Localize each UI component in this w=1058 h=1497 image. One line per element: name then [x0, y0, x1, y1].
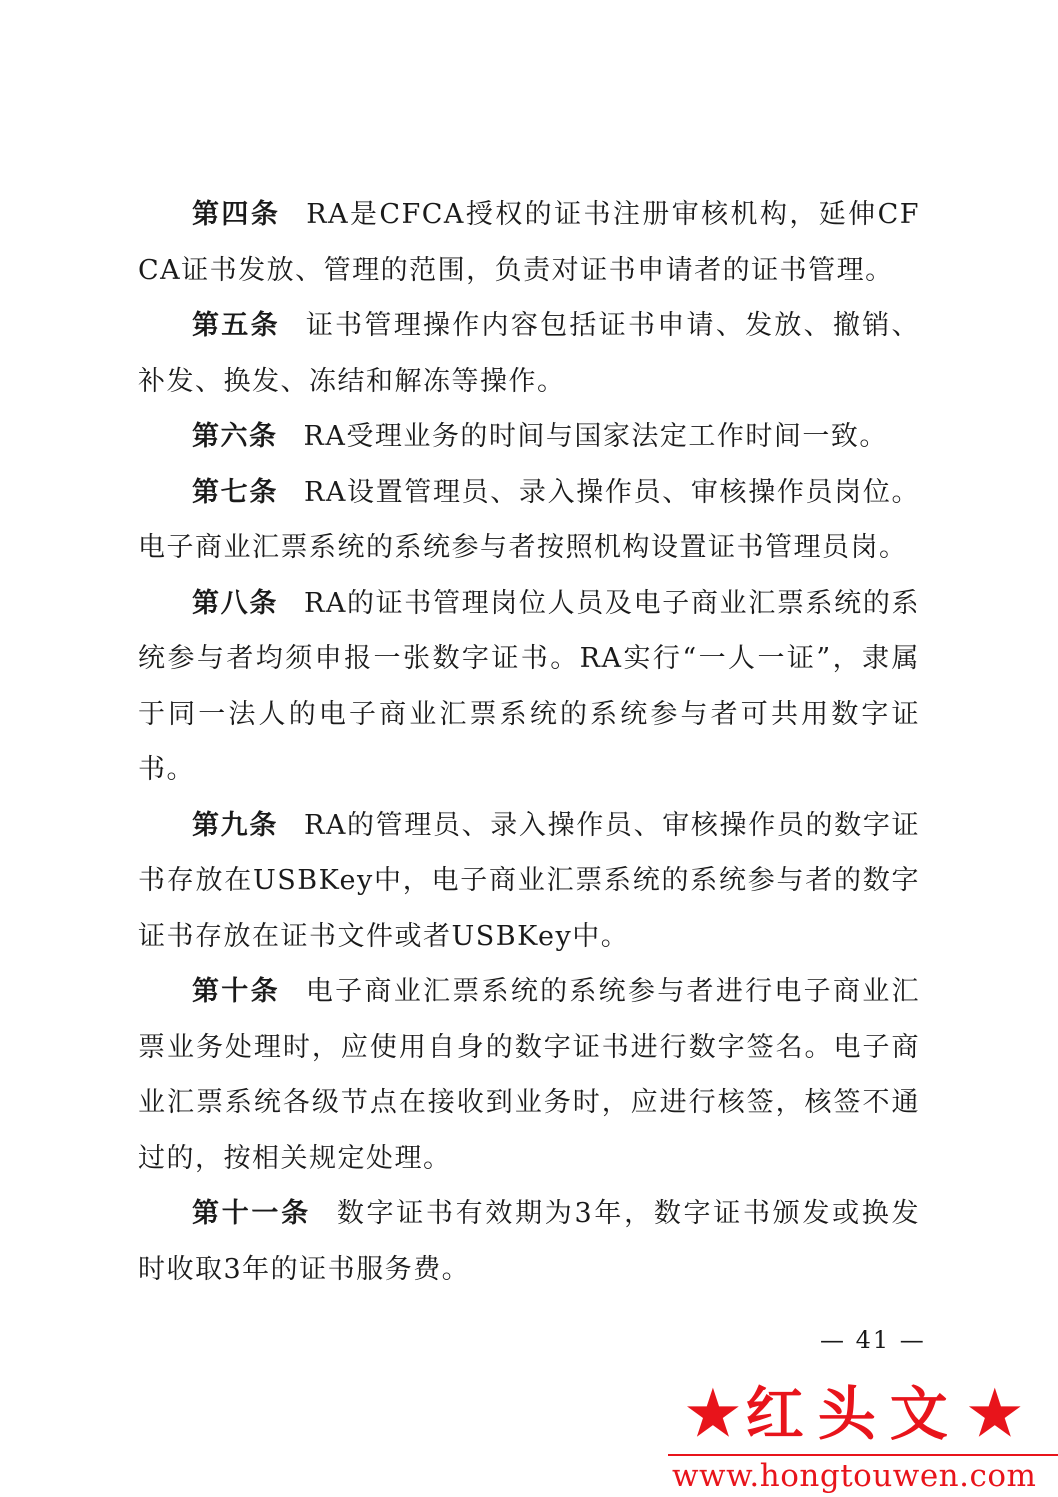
article-text: RA的管理员、录入操作员、审核操作员的数字证书存放在USBKey中，电子商业汇票系统的系统参与者的数字证书存放在证书文件或者USBKey中。 [138, 809, 921, 952]
article-8 [138, 576, 920, 798]
article-label: 第九条 [192, 809, 278, 841]
article-4 [138, 187, 920, 298]
article-10 [138, 964, 920, 1186]
article-label: 第四条 [192, 199, 281, 230]
star-icon: ★ [967, 1379, 1022, 1449]
article-text: 电子商业汇票系统的系统参与者进行电子商业汇票业务处理时，应使用自身的数字证书进行数字签名。电子商业汇票系统各级节点在接收到业务时，应进行核签，核签不通过的，按相关规定处理。 [138, 976, 921, 1174]
article-label: 第五条 [192, 310, 280, 341]
article-5 [138, 298, 920, 409]
article-text: RA设置管理员、录入操作员、审核操作员岗位。电子商业汇票系统的系统参与者按照机构设置证书管理员岗。 [138, 476, 921, 563]
article-6 [138, 409, 920, 465]
article-text: 证书管理操作内容包括证书申请、发放、撤销、补发、换发、冻结和解冻等操作。 [138, 310, 921, 397]
watermark-banner [686, 1379, 1022, 1449]
watermark-divider [668, 1454, 1058, 1456]
article-7 [138, 465, 920, 576]
article-label: 第七条 [192, 476, 278, 508]
watermark-url: www.hongtouwen.com [672, 1458, 1037, 1494]
document-body [138, 187, 920, 1297]
article-text: RA是CFCA授权的证书注册审核机构，延伸CFCA证书发放、管理的范围，负责对证书申请者的证书管理。 [138, 199, 920, 286]
article-label: 第八条 [192, 587, 278, 619]
article-text: RA受理业务的时间与国家法定工作时间一致。 [303, 421, 888, 452]
article-label: 第十一条 [192, 1198, 311, 1229]
page-number: — 41 — [820, 1326, 926, 1354]
article-text: RA的证书管理岗位人员及电子商业汇票系统的系统参与者均须申报一张数字证书。RA实行“一人一证”，隶属于同一法人的电子商业汇票系统的系统参与者可共用数字证书。 [138, 587, 921, 785]
article-9 [138, 798, 920, 965]
watermark-title: 红头文 [745, 1380, 962, 1448]
article-label: 第六条 [192, 421, 278, 452]
star-icon: ★ [686, 1379, 740, 1449]
article-11 [138, 1186, 920, 1297]
article-text: 数字证书有效期为3年，数字证书颁发或换发时收取3年的证书服务费。 [138, 1198, 920, 1285]
article-label: 第十条 [192, 976, 280, 1007]
watermark [668, 1380, 1058, 1497]
